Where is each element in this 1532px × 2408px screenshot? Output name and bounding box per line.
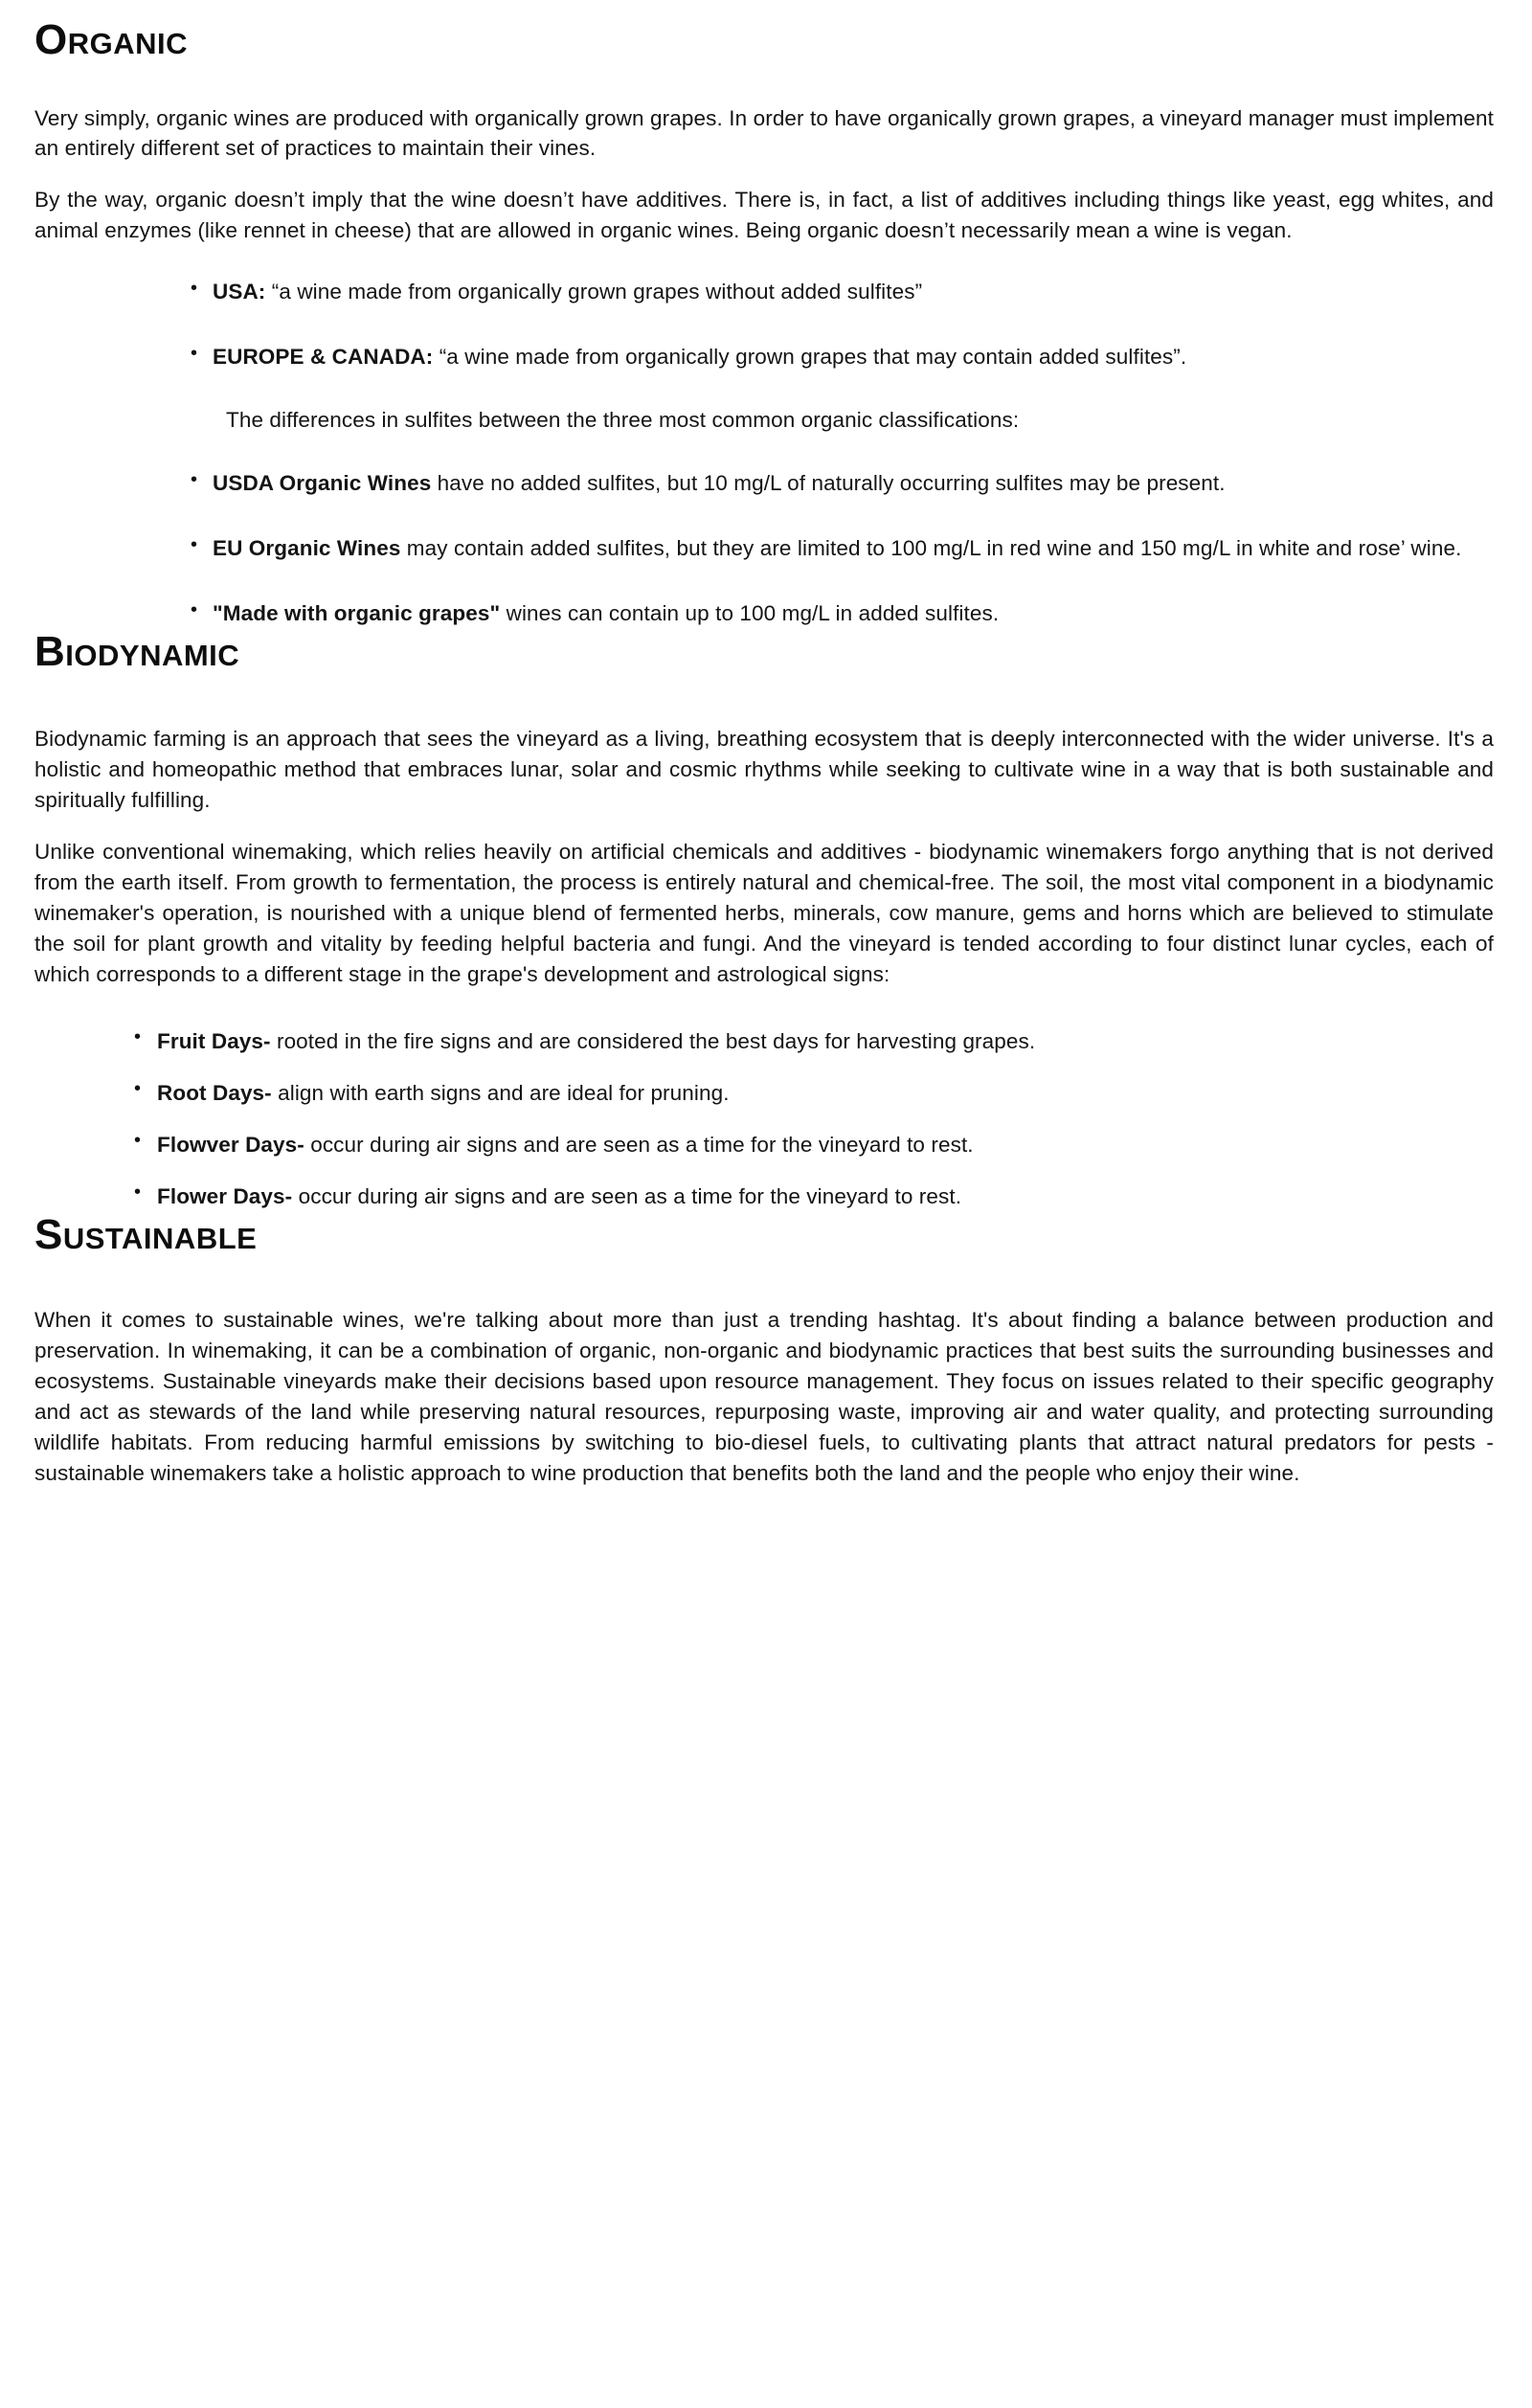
list-item-text: “a wine made from organically grown grapes that may contain added sulfites”. [433,345,1187,370]
list-item-label: Fruit Days- [157,1028,271,1053]
list-item-text: align with earth signs and are ideal for pruning. [271,1080,730,1105]
list-item [34,1026,1494,1057]
list-item [34,1181,1494,1212]
bullet-icon: • [191,534,198,556]
list-item [34,598,1494,629]
list-item-label: "Made with organic grapes" [213,600,501,625]
section-heading-biodynamic: Biodynamic [34,627,240,675]
list-item-label: Root Days- [157,1080,272,1105]
list-item [34,468,1494,499]
section-heading-sustainable: Sustainable [34,1210,258,1258]
list-item [34,1078,1494,1109]
list-item-text: rooted in the fire signs and are considered the best days for harvesting grapes. [270,1028,1036,1053]
bullet-icon: • [191,598,198,620]
bullet-icon: • [134,1077,142,1099]
list-item [34,277,1494,307]
bullet-icon: • [134,1025,142,1047]
biodynamic-paragraph-2: Unlike conventional winemaking, which relies heavily on artificial chemicals and additives - biodynamic winemakers forgo anything that is not derived from the earth itself. From growth to fermentation, the process is entirely natural and chemical-free. The soil, the most vital component in a biodynamic winemaker's operation, is nourished with a unique blend of fermented herbs, minerals, cow manure, gems and horns which are believed to stimulate the soil for plant growth and vitality by feeding helpful bacteria and fungi. And the vineyard is tended according to four distinct lunar cycles, each of which corresponds to a different stage in the grape's development and astrological signs: [34,840,1494,986]
bullet-icon: • [191,469,198,491]
list-item-label: Flower Days- [157,1183,293,1208]
spacer [34,816,1494,837]
section-heading-organic: Organic [34,16,188,63]
list-item-text: wines can contain up to 100 mg/L in added sulfites. [500,600,1000,625]
bullet-icon: • [191,343,198,365]
list-item-label: USDA Organic Wines [213,471,432,496]
list-item-text: may contain added sulfites, but they are limited to 100 mg/L in red wine and 150 mg/L in white and rose’ wine. [400,536,1462,561]
bullet-icon: • [134,1181,142,1203]
list-item [34,533,1494,564]
list-item-text: have no added sulfites, but 10 mg/L of naturally occurring sulfites may be present. [431,471,1226,496]
biodynamic-paragraph-1: Biodynamic farming is an approach that sees the vineyard as a living, breathing ecosystem that is deeply interconnected with the wider universe. It's a holistic and homeopathic method that embraces lunar, solar and cosmic rhythms while seeking to cultivate wine in a way that is both sustainable and spiritually fulfilling. [34,727,1494,813]
list-item [34,1130,1494,1160]
spacer [34,1257,1494,1305]
bullet-icon: • [134,1129,142,1151]
sustainable-paragraph-1: When it comes to sustainable wines, we're talking about more than just a trending hashtag. It's about finding a balance between production and preservation. In winemaking, it can be a combination of organic, non-organic and biodynamic practices that best suits the surrounding businesses and ecosystems. Sustainable vineyards make their decisions based upon resource management. They focus on issues related to their specific geography and act as stewards of the land while preserving natural resources, repurposing waste, improving air and water quality, and protecting surrounding wildlife habitats. From reducing harmful emissions by switching to bio-diesel fuels, to cultivating plants that attract natural predators for pests - sustainable winemakers take a holistic approach to wine production that benefits both the land and the people who enjoy their wine. [34,1308,1494,1485]
biodynamic-lunar-list [34,1026,1494,1212]
list-item-text: “a wine made from organically grown grapes without added sulfites” [265,280,923,304]
list-item-label: EU Organic Wines [213,536,401,561]
organic-paragraph-1: Very simply, organic wines are produced with organically grown grapes. In order to have organically grown grapes, a vineyard manager must implement an entirely different set of practices to maintain their vines. [34,105,1494,161]
list-item-label: USA: [213,280,266,304]
organic-sulfite-list [34,468,1494,629]
organic-definition-list [34,277,1494,372]
list-item-label: EUROPE & CANADA: [213,345,434,370]
spacer [34,63,1494,103]
organic-paragraph-2: By the way, organic doesn’t imply that the wine doesn’t have additives. There is, in fact, a list of additives including things like yeast, egg whites, and animal enzymes (like rennet in cheese) that are allowed in organic wines. Being organic doesn’t necessarily mean a wine is vegan. [34,188,1494,243]
spacer [34,674,1494,724]
list-item-text: occur during air signs and are seen as a time for the vineyard to rest. [304,1132,974,1157]
list-item-text: occur during air signs and are seen as a time for the vineyard to rest. [292,1183,962,1208]
bullet-icon: • [191,278,198,300]
sulfites-note: The differences in sulfites between the three most common organic classifications: [226,408,1020,433]
spacer [34,164,1494,185]
list-item-label: Flowver Days- [157,1132,304,1157]
list-item [34,342,1494,372]
